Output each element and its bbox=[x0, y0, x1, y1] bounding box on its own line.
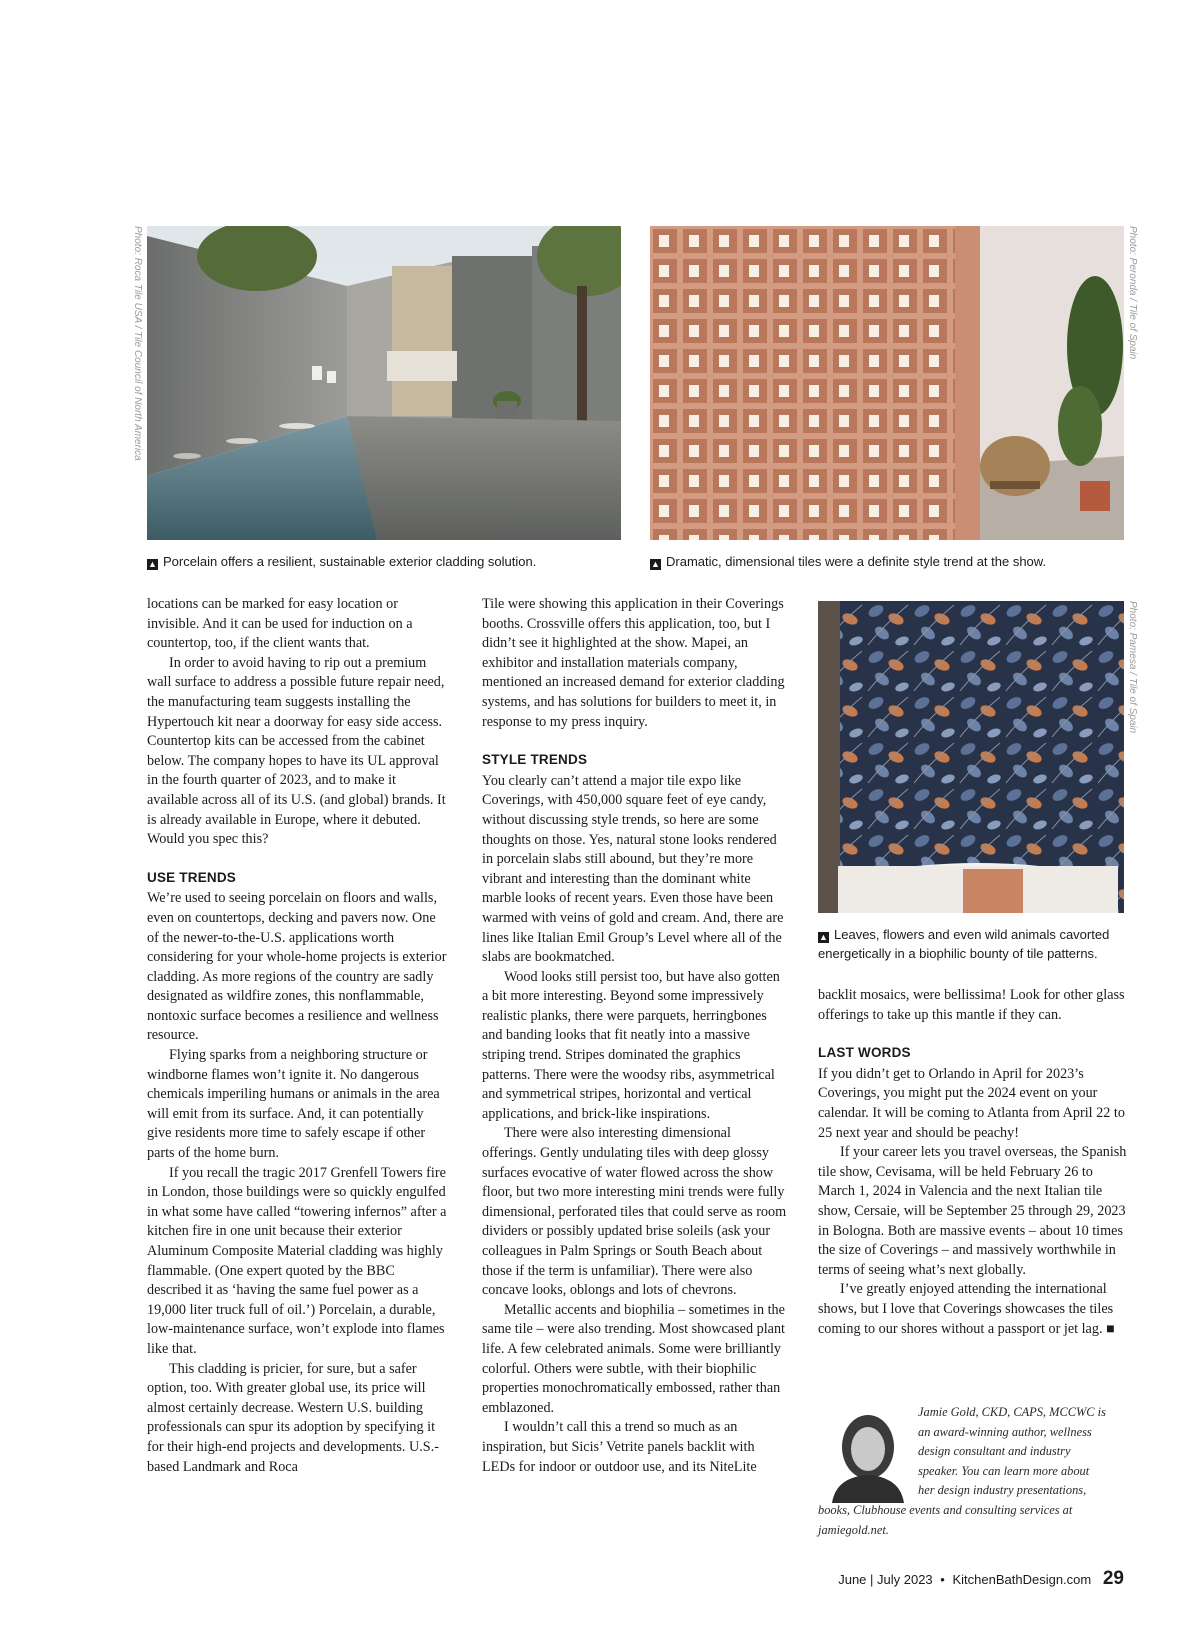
photo-credit-roca: Photo: Roca Tile USA / Tile Council of North America bbox=[132, 226, 143, 461]
section-heading-use-trends: USE TRENDS bbox=[147, 869, 237, 885]
footer-separator: • bbox=[940, 1572, 945, 1587]
article-column-2 bbox=[482, 595, 788, 1477]
bio-line: design consultant and industry bbox=[918, 1444, 1071, 1459]
photo-dimensional-tiles bbox=[650, 226, 1124, 540]
bio-line: books, Clubhouse events and consulting services at bbox=[818, 1502, 1073, 1517]
pool-scene-image bbox=[147, 226, 621, 540]
author-bio bbox=[818, 1403, 1130, 1540]
site-link[interactable]: KitchenBathDesign.com bbox=[952, 1572, 1092, 1587]
paragraph: There were also interesting dimensional offerings. Gently undulating tiles with deep glossy surfaces evocative of water flowed across the show floor, but two more interesting mini trends were fully dimensional, perforated tiles that could serve as room dividers or possibly updated brise soleils (ask your colleagues in Palm Springs or South Beach about those if the term is unfamiliar). There were also concave looks, oblongs and lots of chevrons. bbox=[482, 1125, 787, 1299]
paragraph: You clearly can’t attend a major tile expo like Coverings, with 450,000 square feet of eye candy, without discussing style trends, so here are some thoughts on those. Yes, natural stone looks rendered in porcelain slabs still abound, but they’re more vibrant and interesting than the dominant white marble looks of recent years. Even those have been warmed with veins of gold and cream. And, there are lines like Italian Emil Group’s Level where all of the slabs are bookmatched. bbox=[482, 772, 784, 966]
paragraph: I wouldn’t call this a trend so much as an inspiration, but Sicis’ Vetrite panels backlit with LEDs for indoor or outdoor use, and its NiteLite bbox=[482, 1419, 757, 1475]
article-column-3 bbox=[818, 986, 1128, 1339]
paragraph: This cladding is pricier, for sure, but a safer option, too. With greater global use, its price will almost certainly decrease. Western U.S. building professionals can spur its adoption by specifying it for their high-end projects and developments. U.S.-based Landmark and Roca bbox=[147, 1360, 439, 1475]
paragraph: In order to avoid having to rip out a premium wall surface to address a possible future repair need, the manufacturing team suggests installing the Hypertouch kit near a doorway for easy side access. Countertop kits can be accessed from the cabinet below. The company hopes to have its UL approval in the fourth quarter of 2023, and to make it available across all of its U.S. (and global) brands. It is already available in Europe, where it debuted. Would you spec this? bbox=[147, 654, 446, 848]
article-column-1 bbox=[147, 595, 449, 1477]
photo-biophilic-tiles bbox=[818, 601, 1124, 913]
paragraph: Tile were showing this application in their Coverings booths. Crossville offers this application, too, but I didn’t see it highlighted at the show. Mapei, an exhibitor and installation materials company, mentioned an increased demand for exterior cladding systems, and has solutions for builders to meet it, in response to my press inquiry. bbox=[482, 596, 785, 730]
tile-wall-image bbox=[650, 226, 1124, 540]
photo-porcelain-cladding bbox=[147, 226, 621, 540]
paragraph: We’re used to seeing porcelain on floors and walls, even on countertops, decking and pavers now. One of the newer-to-the-U.S. applications worth considering for your whole-home projects is exterior cladding. As more regions of the country are sadly designated as wildfire zones, this nonflammable, nontoxic surface becomes a resilience and wellness resource. bbox=[147, 890, 447, 1044]
bio-line: an award-winning author, wellness bbox=[918, 1424, 1092, 1439]
issue-date: June | July 2023 bbox=[838, 1572, 933, 1587]
page-footer bbox=[838, 1568, 1124, 1590]
leaf-tile-image bbox=[818, 601, 1124, 913]
paragraph: locations can be marked for easy location or invisible. And it can be used for induction on a countertop, too, if the client wants that. bbox=[147, 596, 413, 652]
paragraph: backlit mosaics, were bellissima! Look for other glass offerings to take up this mantle if they can. bbox=[818, 987, 1125, 1023]
paragraph: If your career lets you travel overseas, the Spanish tile show, Cevisama, will be held February 26 to March 1, 2024 in Valencia and the next Italian tile show, Cersaie, will be September 25 through 29, 2023 in Bologna. Both are massive events – about 10 times the size of Coverings – and massively worthwhile in terms of seeing what’s next globally. bbox=[818, 1144, 1127, 1278]
caption-arrow-icon: ▲ bbox=[148, 559, 157, 569]
section-heading-last-words: LAST WORDS bbox=[818, 1045, 911, 1061]
caption-biophilic: ▲ Leaves, flowers and even wild animals cavorted energetically in a biophilic bounty of tile patterns. bbox=[818, 927, 1110, 961]
photo-credit-peronda: Photo: Peronda / Tile of Spain bbox=[1127, 226, 1138, 360]
caption-arrow-icon: ▲ bbox=[819, 932, 828, 942]
paragraph: Flying sparks from a neighboring structure or windborne flames won’t ignite it. No dangerous chemicals imperiling humans or animals in the area will emit from its surface. And, it can potentially give residents more time to safely escape if other parts of the home burn. bbox=[147, 1047, 440, 1162]
bio-line: Jamie Gold, CKD, CAPS, MCCWC is bbox=[918, 1405, 1106, 1419]
bio-line: speaker. You can learn more about bbox=[918, 1463, 1090, 1478]
caption-dimensional: ▲ Dramatic, dimensional tiles were a definite style trend at the show. bbox=[651, 554, 1047, 569]
bio-line: her design industry presentations, bbox=[918, 1483, 1087, 1498]
paragraph: Metallic accents and biophilia – sometimes in the same tile – were also trending. Most showcased plant life. A few celebrated animals. Some were brilliantly colorful. Others were subtle, with their biophilic properties monochromatically embossed, rather than emblazoned. bbox=[482, 1301, 785, 1416]
paragraph: If you recall the tragic 2017 Grenfell Towers fire in London, those buildings were so quickly engulfed in what some have called “towering infernos” after a kitchen fire in one unit because their exterior Aluminum Composite Material cladding was highly flammable. (One expert quoted by the BBC described it as ‘having the same fuel power as a 19,000 liter truck full of oil.’) Porcelain, a durable, low-maintenance surface, won’t explode into flames like that. bbox=[147, 1164, 447, 1357]
section-heading-style-trends: STYLE TRENDS bbox=[482, 752, 588, 768]
caption-porcelain: ▲ Porcelain offers a resilient, sustainable exterior cladding solution. bbox=[148, 554, 537, 569]
paragraph: I’ve greatly enjoyed attending the international shows, but I love that Coverings showcases the tiles coming to our shores without a passport or jet lag. ■ bbox=[818, 1281, 1115, 1337]
paragraph: If you didn’t get to Orlando in April for 2023’s Coverings, you might put the 2024 event on your calendar. It will be coming to Atlanta from April 22 to 25 next year and should be peachy! bbox=[818, 1065, 1125, 1141]
caption-arrow-icon: ▲ bbox=[651, 559, 660, 569]
page-number: 29 bbox=[1102, 1568, 1124, 1589]
bio-link[interactable]: jamiegold.net. bbox=[818, 1522, 889, 1537]
photo-credit-pamesa: Photo: Pamesa / Tile of Spain bbox=[1127, 601, 1138, 734]
paragraph: Wood looks still persist too, but have also gotten a bit more interesting. Beyond some impressively realistic planks, there were parquets, herringbones and banding looks that fit neatly into a massive striping trend. Stripes dominated the graphics patterns. There were the woodsy ribs, asymmetrical and symmetrical stripes, horizontal and vertical applications, and brick-like inspirations. bbox=[482, 968, 780, 1122]
